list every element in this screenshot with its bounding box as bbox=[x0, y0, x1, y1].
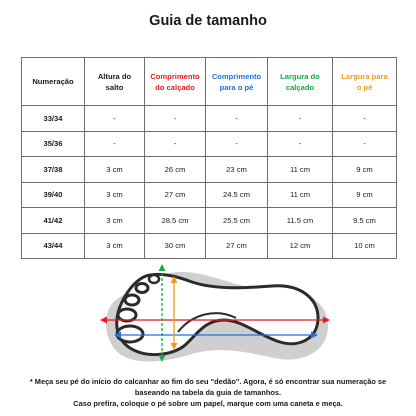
size-guide-table bbox=[21, 57, 397, 259]
header-largura-calcado-label: Largura do calçado bbox=[280, 71, 320, 92]
cell-largura-pe: - bbox=[333, 131, 397, 157]
cell-altura: - bbox=[85, 131, 145, 157]
cell-comprimento-pe: - bbox=[206, 106, 268, 132]
header-altura-salto bbox=[85, 58, 145, 106]
cell-numeracao: 35/36 bbox=[22, 131, 85, 157]
cell-altura: 3 cm bbox=[85, 233, 145, 259]
header-comprimento-pe-label: Comprimento para o pé bbox=[211, 71, 262, 92]
cell-comprimento-pe: 24.5 cm bbox=[206, 182, 268, 208]
table-row bbox=[22, 157, 397, 183]
header-largura-pe bbox=[333, 58, 397, 106]
cell-altura: 3 cm bbox=[85, 182, 145, 208]
header-largura-calcado bbox=[268, 58, 333, 106]
foot-measurement-illustration bbox=[96, 262, 332, 366]
cell-largura-calcado: - bbox=[268, 131, 333, 157]
table-row bbox=[22, 131, 397, 157]
cell-comprimento-pe: 27 cm bbox=[206, 233, 268, 259]
table-row bbox=[22, 233, 397, 259]
note-line-2: baseando na tabela da guia de tamanhos. bbox=[134, 388, 282, 398]
cell-numeracao: 37/38 bbox=[22, 157, 85, 183]
cell-comprimento-pe: - bbox=[206, 131, 268, 157]
green-arrowhead-top bbox=[159, 264, 166, 271]
cell-comprimento-calcado: 26 cm bbox=[145, 157, 206, 183]
cell-comprimento-calcado: 30 cm bbox=[145, 233, 206, 259]
table-row bbox=[22, 182, 397, 208]
cell-altura: 3 cm bbox=[85, 208, 145, 234]
toe-2-shape bbox=[118, 309, 136, 321]
toe-4-shape bbox=[136, 284, 148, 293]
cell-largura-pe: 10 cm bbox=[333, 233, 397, 259]
cell-comprimento-calcado: 28.5 cm bbox=[145, 208, 206, 234]
cell-largura-calcado: - bbox=[268, 106, 333, 132]
header-comprimento-calcado bbox=[145, 58, 206, 106]
cell-largura-pe: 9.5 cm bbox=[333, 208, 397, 234]
header-comprimento-pe bbox=[206, 58, 268, 106]
cell-altura: 3 cm bbox=[85, 157, 145, 183]
cell-largura-calcado: 11 cm bbox=[268, 157, 333, 183]
cell-comprimento-calcado: - bbox=[145, 131, 206, 157]
cell-largura-pe: - bbox=[333, 106, 397, 132]
table-row bbox=[22, 106, 397, 132]
foot-measure-icon bbox=[96, 262, 332, 366]
cell-largura-calcado: 11.5 cm bbox=[268, 208, 333, 234]
cell-largura-pe: 9 cm bbox=[333, 157, 397, 183]
cell-largura-calcado: 11 cm bbox=[268, 182, 333, 208]
header-altura-salto-label: Altura do salto bbox=[97, 71, 132, 92]
note-line-3: Caso prefira, coloque o pé sobre um papel, marque com uma caneta e meça. bbox=[73, 399, 343, 409]
cell-largura-pe: 9 cm bbox=[333, 182, 397, 208]
cell-numeracao: 33/34 bbox=[22, 106, 85, 132]
cell-numeracao: 39/40 bbox=[22, 182, 85, 208]
cell-altura: - bbox=[85, 106, 145, 132]
cell-comprimento-pe: 23 cm bbox=[206, 157, 268, 183]
measurement-note bbox=[0, 376, 416, 409]
cell-numeracao: 43/44 bbox=[22, 233, 85, 259]
header-numeracao: Numeração bbox=[22, 58, 85, 106]
header-largura-pe-label: Largura para o pé bbox=[341, 71, 388, 92]
page-title: Guia de tamanho bbox=[149, 13, 267, 29]
toe-3-shape bbox=[125, 295, 139, 305]
note-line-1: * Meça seu pé do início do calcanhar ao fim do seu "dedão". Agora, é só encontrar sua numeração se bbox=[29, 377, 387, 386]
toe-5-shape bbox=[149, 275, 159, 283]
header-comprimento-calcado-label: Comprimento do calçado bbox=[150, 71, 200, 92]
cell-comprimento-calcado: 27 cm bbox=[145, 182, 206, 208]
cell-comprimento-pe: 25.5 cm bbox=[206, 208, 268, 234]
red-arrowhead-left bbox=[100, 317, 107, 324]
cell-comprimento-calcado: - bbox=[145, 106, 206, 132]
table-row bbox=[22, 208, 397, 234]
cell-numeracao: 41/42 bbox=[22, 208, 85, 234]
cell-largura-calcado: 12 cm bbox=[268, 233, 333, 259]
table-header-row bbox=[22, 58, 397, 106]
